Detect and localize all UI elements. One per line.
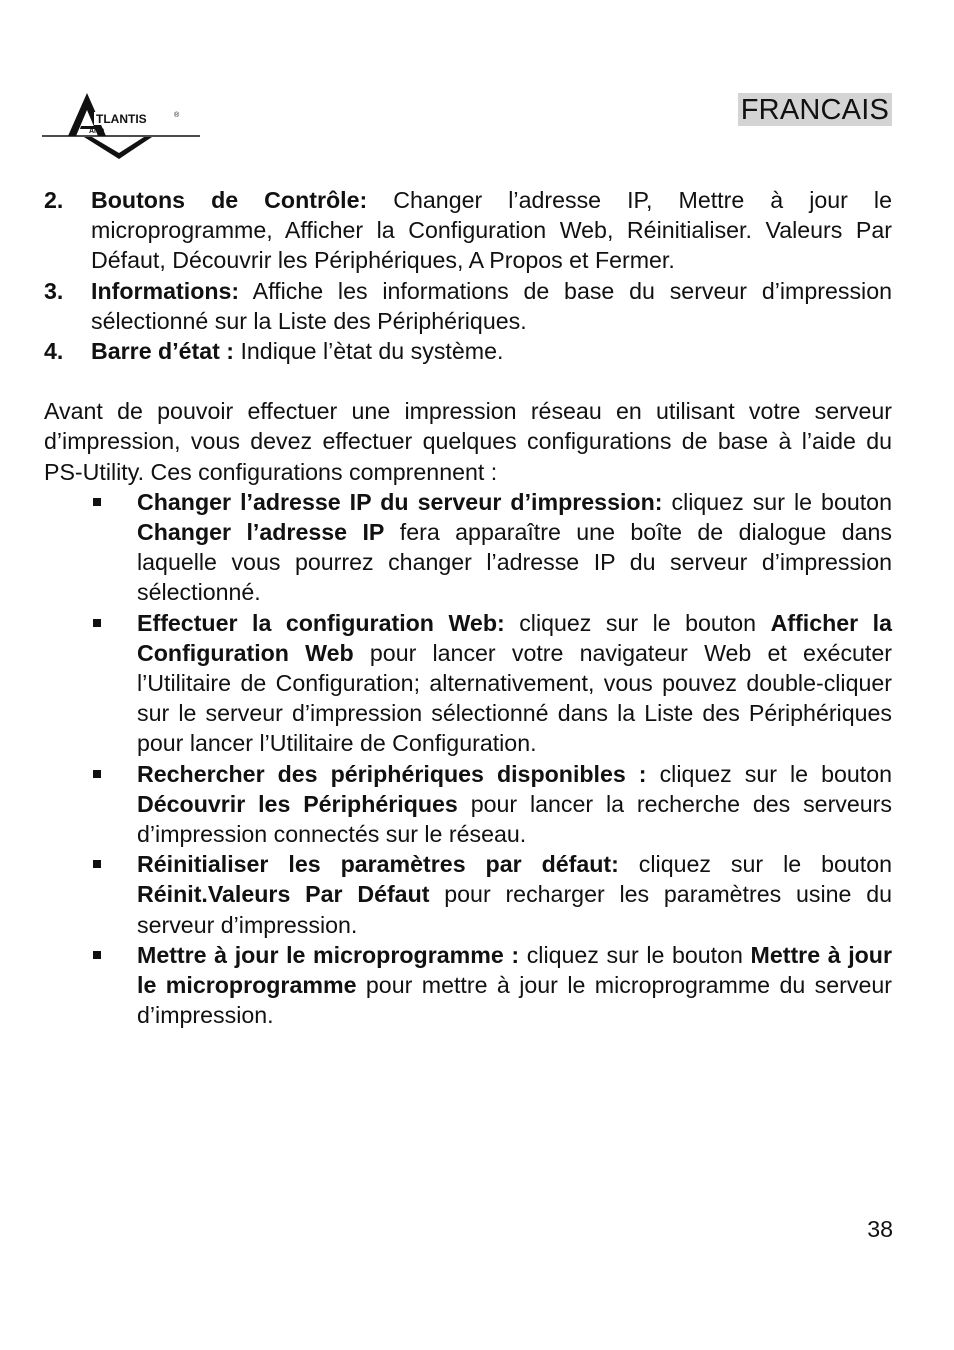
bullet-text: pour mettre à jour le microprogramme du serveur d’impression. [137,972,892,1029]
item-title: Boutons de Contrôle: [91,187,368,213]
item-number: 4. [44,338,64,365]
bullet-item-reset-defaults [91,849,892,940]
bullet-button-name: Changer l’adresse IP [137,519,385,546]
bullet-title: Réinitialiser les paramètres par défaut: [137,851,619,878]
item-text: Indique l’ètat du système. [234,338,504,365]
document-body [44,185,892,1030]
bullet-item-update-firmware [91,940,892,1031]
logo-registered-mark: ® [174,112,180,119]
bullet-item-change-ip [91,487,892,608]
bullet-text: cliquez sur le bouton [662,488,892,515]
bullet-title: Changer l’adresse IP du serveur d’impression: [137,488,663,515]
item-title: Barre d’état : [91,338,235,365]
bullet-square-icon [93,619,101,627]
page-number: 38 [867,1216,893,1242]
item-title: Informations: [91,277,240,304]
bullet-text: pour recharger les paramètres usine du serveur d’impression. [137,881,892,938]
bullet-title: Rechercher des périphériques disponibles : [137,760,647,787]
language-label: FRANCAIS [738,93,892,126]
logo-text-main: TLANTIS [96,112,147,126]
bullet-title: Effectuer la configuration Web: [137,609,505,636]
bullet-square-icon [93,860,101,868]
bullet-button-name: Mettre à jour le microprogramme [137,941,892,999]
bullet-text: cliquez sur le bouton [519,941,751,968]
item-number: 3. [44,277,64,304]
bullet-text: cliquez sur le bouton [504,609,771,636]
bullet-list [91,487,892,1031]
bullet-square-icon [93,498,101,506]
numbered-item-3 [44,276,892,336]
bullet-button-name: Afficher la Configuration Web [137,609,893,666]
bullet-item-discover-devices [91,759,892,850]
bullet-item-web-config [91,608,892,759]
bullet-text: fera apparaître une boîte de dialogue dans laquelle vous pourrez changer l’adresse IP du serveur d’impression sélectionné. [137,519,892,606]
bullet-text: cliquez sur le bouton [646,760,892,787]
item-text: Affiche les informations de base du serveur d’impression sélectionné sur la Liste des Périphériques. [91,277,892,334]
bullet-text: pour lancer votre navigateur Web et exécuter l’Utilitaire de Configuration; alternativement, vous pouvez double-cliquer sur le serveur d’impression sélectionné dans la Liste des Périphériques pour lancer l’Utilitaire de Configuration. [137,639,892,757]
bullet-text: pour lancer la recherche des serveurs d’impression connectés sur le réseau. [137,790,892,848]
bullet-text: cliquez sur le bouton [618,851,892,878]
bullet-square-icon [93,770,101,778]
logo-text-sub: AND [89,128,105,135]
bullet-button-name: Découvrir les Périphériques [137,790,458,817]
bullet-button-name: Réinit.Valeurs Par Défaut [137,881,430,908]
bullet-title: Mettre à jour le microprogramme : [137,941,520,968]
atlantis-land-logo [40,90,202,162]
numbered-item-2 [44,185,892,276]
numbered-item-4 [44,336,892,366]
item-number: 2. [44,187,64,213]
item-text: Changer l’adresse IP, Mettre à jour le microprogramme, Afficher la Configuration Web, Réinitialiser. Valeurs Par Défaut, Découvrir les Périphériques, A Propos et Fermer. [91,187,892,274]
bullet-square-icon [93,951,101,959]
intro-paragraph: Avant de pouvoir effectuer une impression réseau en utilisant votre serveur d’impression, vous devez effectuer quelques configurations de base à l’aide du PS-Utility. Ces configurations comprennent : [44,398,892,485]
